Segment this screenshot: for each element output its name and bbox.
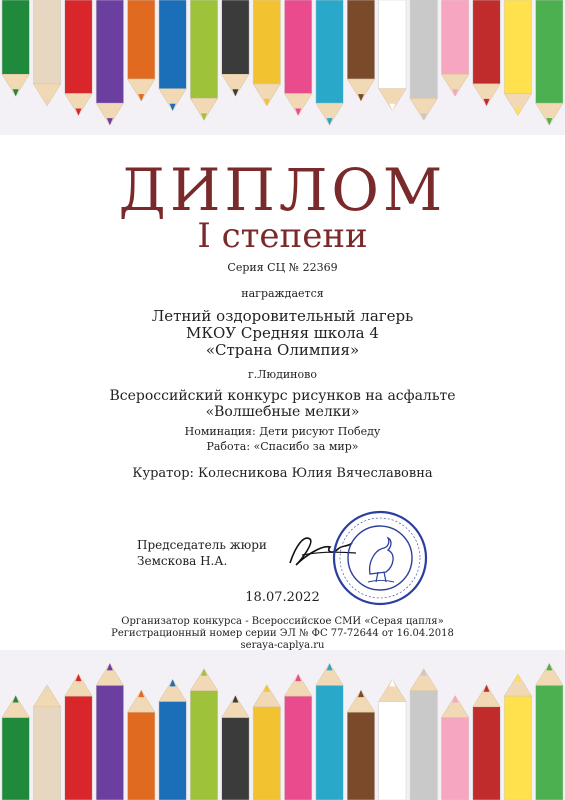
registration-number: Регистрационный номер серии ЭЛ № ФС 77-72644 от 16.04.2018 <box>111 628 454 639</box>
contest-line-1: Всероссийский конкурс рисунков на асфальте <box>109 388 456 404</box>
recipient-line-3: «Страна Олимпия» <box>205 341 360 359</box>
nomination: Номинация: Дети рисуют Победу <box>184 425 381 438</box>
awarded-label: награждается <box>241 287 324 300</box>
issue-date: 18.07.2022 <box>245 590 320 605</box>
city: г.Людиново <box>248 368 317 381</box>
work-title: Работа: «Спасибо за мир» <box>206 440 359 453</box>
jury-name: Земскова Н.А. <box>137 554 228 568</box>
recipient-line-1: Летний оздоровительный лагерь <box>151 307 414 325</box>
recipient-line-2: МКОУ Средняя школа 4 <box>186 324 379 342</box>
jury-title: Председатель жюри <box>137 538 267 552</box>
series-number: Серия СЦ № 22369 <box>227 261 338 274</box>
website: seraya-caplya.ru <box>240 640 325 651</box>
diploma-degree: I степени <box>197 216 368 256</box>
jury-block <box>137 537 267 569</box>
diploma-title: ДИПЛОМ <box>118 156 447 224</box>
curator: Куратор: Колесникова Юлия Вячеславовна <box>132 466 433 481</box>
organizer: Организатор конкурса - Всероссийское СМИ «Серая цапля» <box>121 616 444 627</box>
contest-line-2: «Волшебные мелки» <box>205 404 360 420</box>
